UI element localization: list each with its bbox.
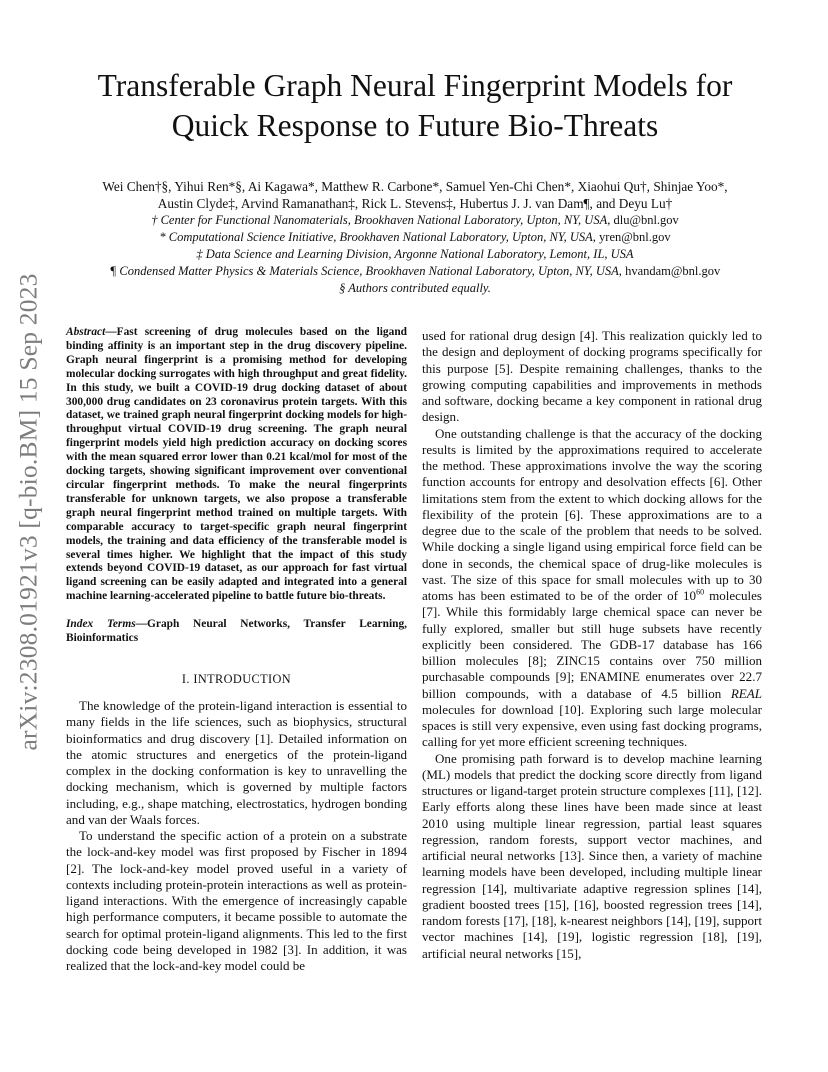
affiliation-name: Authors contributed equally. <box>348 281 491 295</box>
affiliation-3 <box>40 246 790 263</box>
paragraph-text: molecules for download [10]. Exploring such large molecular spaces is still very expensive, even using fast docking programs, calling for yet more efficient screening techniques. <box>422 701 762 750</box>
affiliation-2 <box>40 229 790 246</box>
author-list-line-1: Wei Chen†§, Yihui Ren*§, Ai Kagawa*, Matthew R. Carbone*, Samuel Yen-Chi Chen*, Xiaohui Qu†, Shinjae Yoo*, <box>102 179 728 194</box>
author-block <box>40 178 790 297</box>
paragraph-text: One outstanding challenge is that the accuracy of the docking results is limited by the approximations required to accelerate the method. These approximations involve the way the scoring function accounts for entropy and desolvation effects [6]. Other limitations stem from the extent to which docking allows for the flexibility of the protein [6]. These approximations are to a degree due to the scale of the problem that needs to be solved. While docking a single ligand using empirical force field can be done in seconds, the chemical space of drug-like molecules is vast. The size of this space for small molecules with up to 30 atoms has been estimated to be of the order of 10 <box>422 425 762 603</box>
affiliation-mark: § <box>339 281 346 295</box>
intro-paragraph-5: One promising path forward is to develop machine learning (ML) models that predict the docking score directly from ligand structures or ligand-target protein structure complexes [11], [12]. Early efforts along these lines have been made since at least 2010 using multiple linear regression, partial least squares regression, random forests, support vector machines, and artificial neural networks [13]. Since then, a variety of machine learning models have been developed, including multiple linear regression [14], multivariate adaptive regression splines [14], gradient boosted trees [15], [16], boosted regression trees [14], random forests [17], [18], k-nearest neighbors [14], [19], support vector machines [14], [19], logistic regression [18], [19], artificial neural networks [15], <box>422 750 762 961</box>
intro-paragraph-2: To understand the specific action of a protein on a substrate the lock-and-key model was first proposed by Fischer in 1894 [2]. The lock-and-key model proved useful in a variety of contexts including protein-protein interactions as well as protein-ligand interactions. With the emergence of increasingly capable high performance computers, it became possible to automate the search for optimal protein-ligand alignments. This led to the first docking code being developed in 1982 [3]. In addition, it was realized that the lock-and-key model could be <box>66 828 407 974</box>
affiliation-email: dlu@bnl.gov <box>613 213 679 227</box>
affiliation-name: Condensed Matter Physics & Materials Science, Brookhaven National Laboratory, Upton, NY, USA, <box>119 264 622 278</box>
affiliation-mark: ‡ <box>196 247 203 261</box>
intro-paragraph-4 <box>422 426 762 751</box>
affiliation-mark: ¶ <box>109 264 117 278</box>
affiliation-email: yren@bnl.gov <box>599 230 671 244</box>
affiliation-name: Center for Functional Nanomaterials, Brookhaven National Laboratory, Upton, NY, USA, <box>160 213 611 227</box>
right-column <box>422 328 762 962</box>
index-terms <box>66 618 407 646</box>
intro-paragraph-1: The knowledge of the protein-ligand interaction is essential to many fields in the life sciences, such as biophysics, structural bioinformatics and drug discovery [1]. Detailed information on the atomic structures and energetics of the protein-ligand complex in the docking conformation is key to unravelling the docking mechanism, which is governed by multiple factors including, e.g., shape matching, electrostatics, hydrogen bonding and van der Waals forces. <box>66 698 407 827</box>
author-list-line-2: Austin Clyde‡, Arvind Ramanathan‡, Rick L. Stevens‡, Hubertus J. J. van Dam¶, and Deyu Lu† <box>157 196 673 211</box>
abstract <box>66 326 407 604</box>
index-terms-lead: Index Terms <box>66 618 136 631</box>
section-heading-introduction: I. INTRODUCTION <box>181 671 292 686</box>
affiliation-name: Computational Science Initiative, Brookhaven National Laboratory, Upton, NY, USA, <box>168 230 596 244</box>
affiliation-mark: * <box>159 230 166 244</box>
affiliation-4 <box>40 263 790 280</box>
affiliation-1 <box>40 212 790 229</box>
emphasis-real: REAL <box>730 685 762 701</box>
affiliation-name: Data Science and Learning Division, Argonne National Laboratory, Lemont, IL, USA <box>205 247 634 261</box>
paragraph-text: molecules [7]. While this formidably large chemical space can never be fully explored, smaller but still huge subsets have recently explicitly been considered. The GDB-17 database has 166 billion molecules [8]; ZINC15 contains over 750 million purchasable compounds [9]; ENAMINE enumerates over 22.7 billion compounds, with a database of 4.5 billion <box>422 588 762 701</box>
index-terms-text: —Graph Neural Networks, Transfer Learning, Bioinformatics <box>66 618 407 645</box>
abstract-lead: Abstract <box>66 326 106 338</box>
affiliation-email: hvandam@bnl.gov <box>625 264 721 278</box>
abstract-text: —Fast screening of drug molecules based on the ligand binding affinity is an important step in the drug discovery pipeline. Graph neural fingerprint is a promising method for developing molecular docking surrogates with high throughput and great fidelity. In this study, we built a COVID-19 drug docking dataset of about 300,000 drug candidates on 23 coronavirus protein targets. With this dataset, we trained graph neural fingerprint docking models for high-throughput virtual COVID-19 drug screening. The graph neural fingerprint models yield high prediction accuracy on docking scores with the mean squared error lower than 0.21 kcal/mol for most of the docking targets, showing significant improvement over conventional circular fingerprint methods. To make the neural fingerprints transferable for unknown targets, we also propose a transferable graph neural fingerprint method trained on multiple targets. With comparable accuracy to target-specific graph neural fingerprint models, the training and data efficiency of the transferable model is several times higher. We highlight that the impact of this study extends beyond COVID-19 dataset, as our approach for fast virtual ligand screening can be easily adapted and integrated into a general machine learning-accelerated pipeline to battle future bio-threats. <box>66 326 407 603</box>
affiliation-mark: † <box>151 213 158 227</box>
exponent: 60 <box>696 587 705 597</box>
affiliation-5 <box>40 280 790 297</box>
intro-paragraph-3: used for rational drug design [4]. This realization quickly led to the design and deployment of docking programs specifically for this purpose [5]. Despite remaining challenges, thanks to the growing computing capabilities and improvements in methods and software, docking became a key component in rational drug design. <box>422 328 762 425</box>
arxiv-identifier: arXiv:2308.01921v3 [q-bio.BM] 15 Sep 2023 <box>14 273 43 751</box>
left-column <box>66 326 407 974</box>
arxiv-side-stamp <box>6 262 52 762</box>
paper-title: Transferable Graph Neural Fingerprint Models for Quick Response to Future Bio-Threats <box>97 68 733 143</box>
